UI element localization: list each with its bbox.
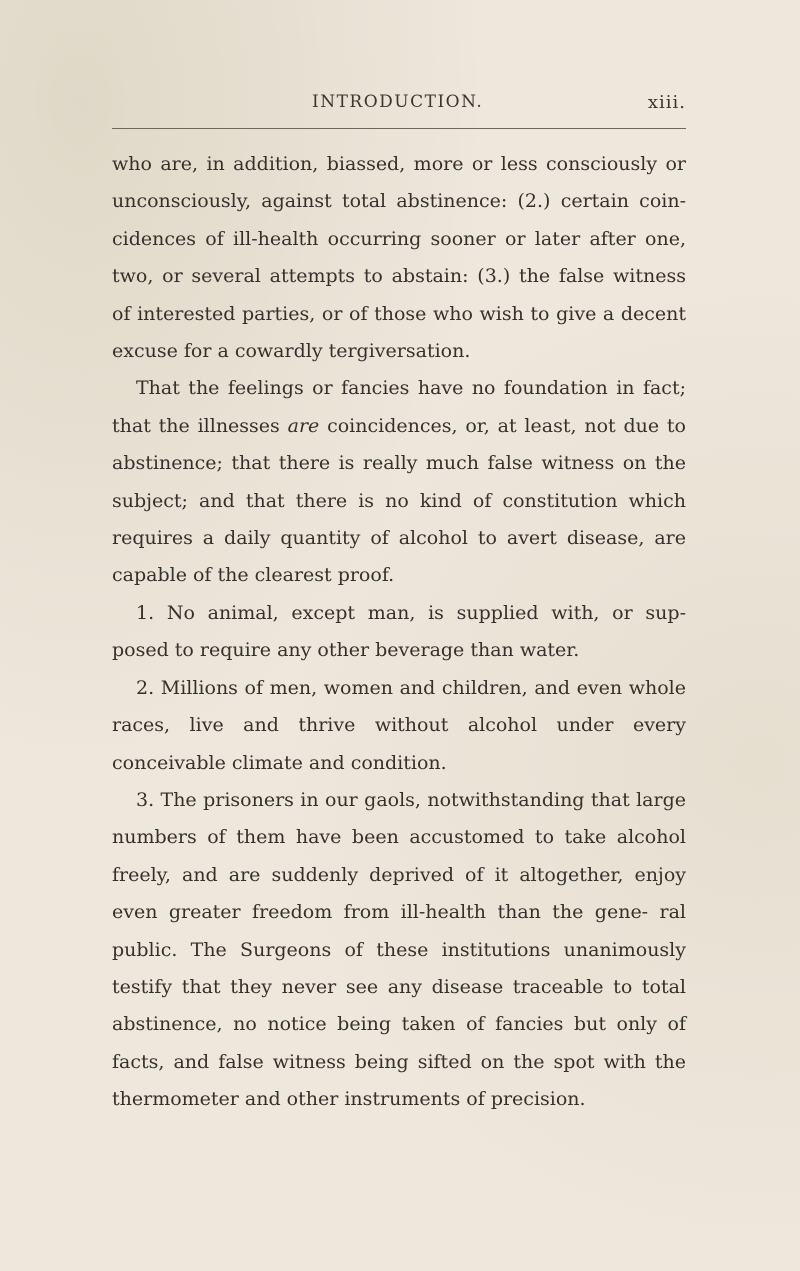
text-segment: That the feelings or fancies have no foundation in fact; that the illnesses — [112, 377, 686, 437]
paragraph — [112, 370, 686, 594]
paragraph-item-2 — [112, 670, 686, 782]
header-rule — [112, 128, 686, 129]
text-segment: 3. The prisoners in our gaols, notwithstanding that large numbers of them have been accustomed to take alcohol freely, and are suddenly deprived of it altogether, enjoy even greater freedom from ill-health than the gene- ral public. The Surgeons of these institutions unanimously testify that they never see any disease traceable to total abstinence, no notice being taken of fancies but only of facts, and false witness being sifted on the spot with the thermometer and other instruments of precision. — [112, 788, 686, 1111]
text-segment: who are, in addition, biassed, more or less consciously or unconsciously, against total abstinence: (2.) certain coin- cidences of ill-health occurring sooner or later after one, two, or several attempts to abstain: (3.) the false witness of interested parties, or of those who wish to give a decent excuse for a cowardly tergiversation. — [112, 153, 686, 363]
running-head-title: INTRODUCTION. — [312, 92, 484, 112]
text-segment: 2. Millions of men, women and children, and even whole races, live and thrive without alcohol under every conceivable climate and condition. — [112, 676, 686, 774]
text-segment: 1. No animal, except man, is supplied with, or sup- posed to require any other beverage than water. — [112, 601, 686, 662]
running-head — [112, 92, 686, 116]
text-segment: coincidences, or, at least, not due to abstinence; that there is really much false witness on the subject; and that there is no kind of constitution which requires a daily quantity of alcohol to avert disease, are capable of the clearest proof. — [112, 414, 686, 587]
paragraph-item-3 — [112, 782, 686, 1119]
paragraph-item-1 — [112, 595, 686, 670]
paragraph-continued — [112, 146, 686, 370]
page-number: xiii. — [647, 92, 686, 113]
italic-text: are — [287, 414, 320, 437]
body-text — [112, 146, 686, 1119]
